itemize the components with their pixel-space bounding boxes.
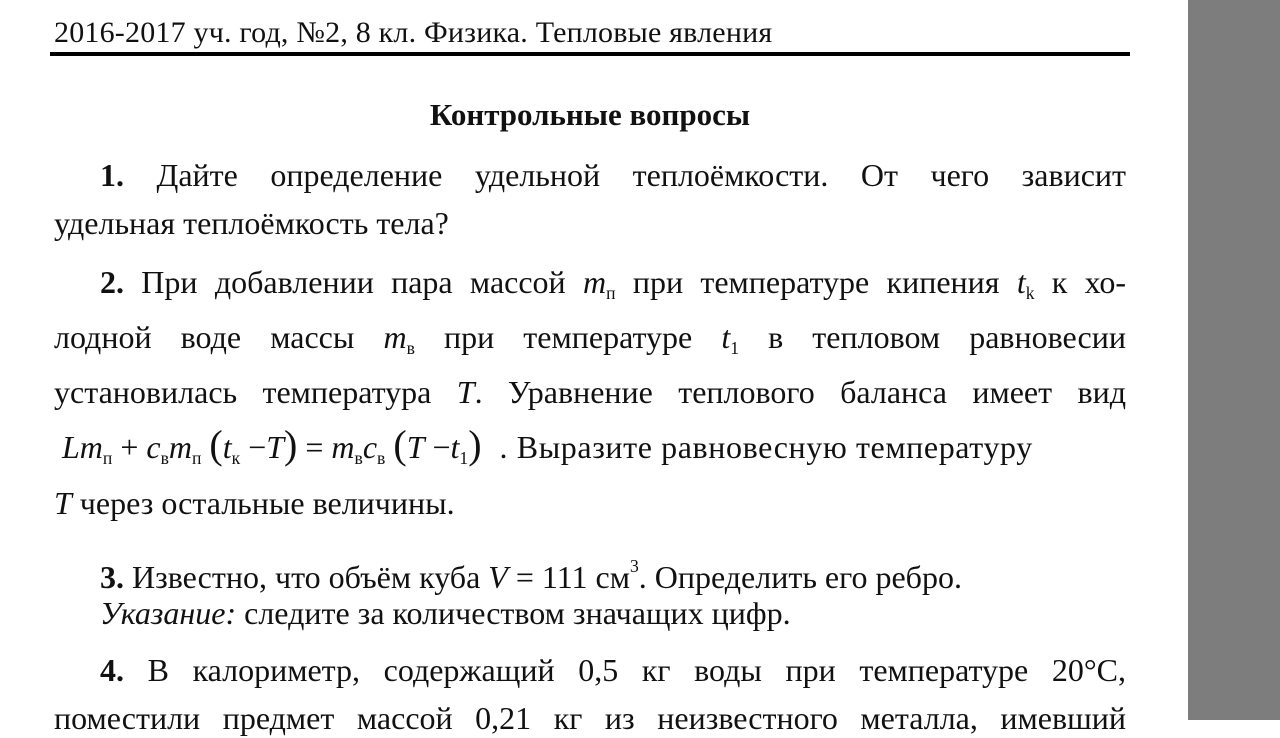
q3-line-2 [54, 593, 1126, 633]
q2-temp-T-2: T [54, 485, 72, 521]
q2-line-4 [54, 422, 1126, 469]
q1-number: 1. [100, 157, 124, 193]
q3-line-1 [54, 546, 1126, 595]
page-header: 2016-2017 уч. год, №2, 8 кл. Физика. Тепловые явления [54, 16, 773, 49]
q2-text-1c: к хо- [1051, 264, 1127, 300]
q2-line-1 [54, 262, 1126, 302]
q3-volume-symbol: V [488, 558, 508, 595]
q2-line-2 [54, 317, 1126, 357]
q2-line-3 [54, 372, 1126, 412]
q3-text: Известно, что объём куба [132, 558, 481, 595]
q4-text-1: В калориметр, содержащий 0,5 кг воды при температуре 20°С, [147, 652, 1127, 688]
q1-text-2: удельная теплоёмкость тела? [54, 205, 449, 241]
q2-text-2a: лодной воде массы [54, 319, 355, 355]
q2-text-1a: При добавлении пара массой [141, 264, 566, 300]
q2-line-5 [54, 483, 1126, 523]
q2-mass-water: $m_в$ [383, 319, 415, 359]
q3-text-end: . Определить его ребро. [638, 558, 962, 595]
q2-text-5: через остальные величины. [79, 485, 455, 521]
q2-text-4: . Выразите равновесную температуру [499, 429, 1033, 465]
q2-text-1b: при температуре кипения [632, 264, 1000, 300]
q2-mass-steam: $m_п$ [582, 264, 616, 304]
q2-temp-T: T [456, 374, 475, 410]
q1-line-2 [54, 203, 1126, 243]
q2-text-2b: при температуре [443, 319, 693, 355]
q2-text-3a: установилась температура [54, 374, 432, 410]
q2-temp-boil: $t_k$ [1016, 264, 1035, 304]
header-rule [50, 52, 1130, 56]
q4-line-2 [54, 698, 1126, 738]
q4-line-1 [54, 650, 1126, 690]
section-title: Контрольные вопросы [429, 97, 751, 132]
q2-text-2c: в тепловом равновесии [768, 319, 1127, 355]
q2-text-3b: . Уравнение теплового баланса имеет вид [474, 374, 1127, 410]
q1-text-1: Дайте определение удельной теплоёмкости. От чего зависит [156, 157, 1127, 193]
q3-hint-label: Указание: [100, 595, 237, 631]
q4-number: 4. [100, 652, 124, 688]
viewer-side-panel [1188, 0, 1280, 720]
q2-temp-initial: $t_1$ [721, 319, 739, 359]
q1-line-1 [54, 155, 1126, 195]
q3-hint-text: следите за количеством значащих цифр. [244, 595, 791, 631]
q3-volume-value: = 111 $см^3$ [515, 556, 639, 595]
q3-number: 3. [100, 558, 124, 595]
q4-text-2: поместили предмет массой 0,21 кг из неизвестного металла, имевший [54, 700, 1126, 736]
q2-number: 2. [100, 264, 124, 300]
heat-balance-equation: $Lm_п + c_вm_п$ $(t_к -T) = m_вc_в$ $(T -t_1)$ [62, 422, 482, 469]
